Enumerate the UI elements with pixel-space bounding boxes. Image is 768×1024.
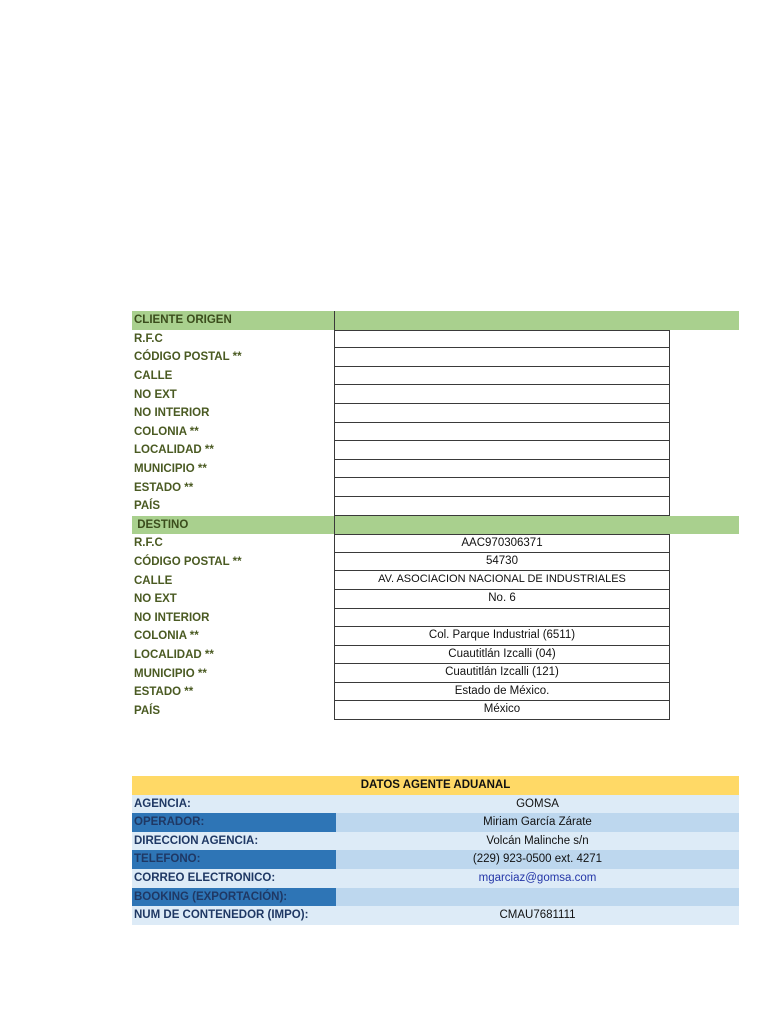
origin-row (132, 385, 739, 404)
origin-row (132, 497, 739, 516)
agent-value[interactable] (336, 888, 739, 907)
origin-header-fill (334, 311, 739, 330)
origin-header-row (132, 311, 739, 330)
destination-row (132, 627, 739, 646)
destination-row (132, 683, 739, 702)
agent-label: DIRECCION AGENCIA: (132, 832, 336, 851)
origin-row (132, 460, 739, 479)
origin-row (132, 330, 739, 349)
origin-value-cell[interactable] (334, 385, 670, 404)
origin-row (132, 441, 739, 460)
agent-value[interactable]: Volcán Malinche s/n (336, 832, 739, 851)
origin-label: CÓDIGO POSTAL ** (134, 351, 242, 364)
agent-row (132, 888, 739, 907)
destination-label: MUNICIPIO ** (134, 667, 207, 680)
destination-value-cell[interactable]: AAC970306371 (334, 534, 670, 553)
destination-value-cell[interactable]: No. 6 (334, 590, 670, 609)
destination-value-cell[interactable]: Cuautitlán Izcalli (04) (334, 646, 670, 665)
destination-value-cell[interactable]: Col. Parque Industrial (6511) (334, 627, 670, 646)
destination-header: DESTINO (134, 518, 189, 531)
origin-header: CLIENTE ORIGEN (134, 314, 232, 327)
origin-value-cell[interactable] (334, 497, 670, 516)
destination-row (132, 590, 739, 609)
destination-value-cell[interactable] (334, 609, 670, 628)
destination-label: COLONIA ** (134, 630, 199, 643)
destination-row (132, 534, 739, 553)
origin-row (132, 423, 739, 442)
destination-row (132, 609, 739, 628)
customs-agent-table (132, 776, 739, 925)
origin-row (132, 478, 739, 497)
destination-label: PAÍS (134, 704, 160, 717)
destination-row (132, 701, 739, 720)
destination-label: ESTADO ** (134, 686, 194, 699)
agent-label: CORREO ELECTRONICO: (132, 869, 336, 888)
origin-row (132, 404, 739, 423)
origin-value-cell[interactable] (334, 348, 670, 367)
destination-value-cell[interactable]: 54730 (334, 553, 670, 572)
origin-label: MUNICIPIO ** (134, 463, 207, 476)
destination-header-fill (334, 516, 739, 535)
address-sheet (132, 311, 739, 720)
agent-label: TELEFONO: (132, 850, 336, 869)
destination-label: NO INTERIOR (134, 611, 210, 624)
agent-row (132, 869, 739, 888)
origin-label: R.F.C (134, 332, 163, 345)
origin-value-cell[interactable] (334, 460, 670, 479)
agent-row (132, 813, 739, 832)
destination-label: NO EXT (134, 593, 177, 606)
origin-label: ESTADO ** (134, 481, 194, 494)
agent-value[interactable]: Miriam García Zárate (336, 813, 739, 832)
agent-row (132, 906, 739, 925)
origin-value-cell[interactable] (334, 423, 670, 442)
agent-value[interactable]: GOMSA (336, 795, 739, 814)
origin-row (132, 367, 739, 386)
agent-value[interactable]: (229) 923-0500 ext. 4271 (336, 850, 739, 869)
origin-row (132, 348, 739, 367)
destination-row (132, 571, 739, 590)
origin-value-cell[interactable] (334, 441, 670, 460)
origin-value-cell[interactable] (334, 367, 670, 386)
destination-row (132, 646, 739, 665)
origin-value-cell[interactable] (334, 478, 670, 497)
origin-label: COLONIA ** (134, 425, 199, 438)
agent-row (132, 832, 739, 851)
agent-label: OPERADOR: (132, 813, 336, 832)
agent-header: DATOS AGENTE ADUANAL (132, 776, 739, 795)
destination-row (132, 553, 739, 572)
destination-value-cell[interactable]: AV. ASOCIACION NACIONAL DE INDUSTRIALES (334, 571, 670, 590)
origin-label: PAÍS (134, 500, 160, 513)
agent-label: AGENCIA: (132, 795, 336, 814)
destination-label: CALLE (134, 574, 173, 587)
destination-row (132, 664, 739, 683)
agent-label: NUM DE CONTENEDOR (IMPO): (132, 906, 336, 925)
agent-row (132, 850, 739, 869)
destination-label: R.F.C (134, 537, 163, 550)
origin-label: CALLE (134, 370, 173, 383)
agent-row (132, 795, 739, 814)
destination-value-cell[interactable]: Cuautitlán Izcalli (121) (334, 664, 670, 683)
destination-value-cell[interactable]: México (334, 701, 670, 720)
origin-label: LOCALIDAD ** (134, 444, 214, 457)
origin-value-cell[interactable] (334, 330, 670, 349)
destination-header-row (132, 516, 739, 535)
agent-label: BOOKING (EXPORTACIÓN): (132, 888, 336, 907)
agent-email-link[interactable]: mgarciaz@gomsa.com (336, 869, 739, 888)
destination-label: LOCALIDAD ** (134, 648, 214, 661)
origin-label: NO INTERIOR (134, 407, 210, 420)
agent-value[interactable]: CMAU7681111 (336, 906, 739, 925)
destination-label: CÓDIGO POSTAL ** (134, 556, 242, 569)
destination-value-cell[interactable]: Estado de México. (334, 683, 670, 702)
origin-label: NO EXT (134, 388, 177, 401)
origin-value-cell[interactable] (334, 404, 670, 423)
